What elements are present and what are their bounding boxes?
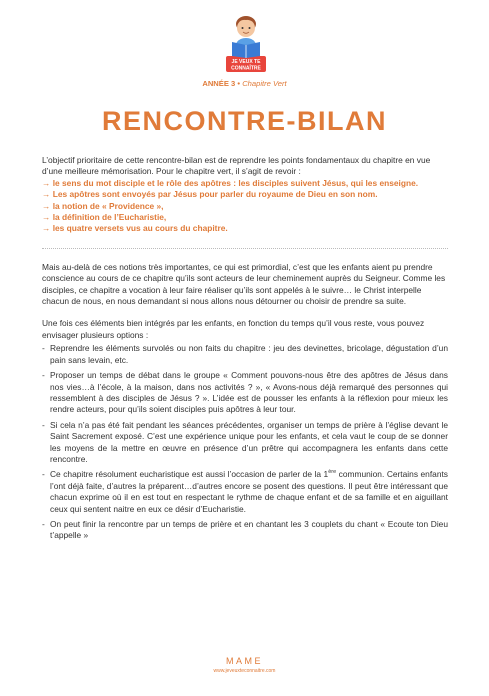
main-content <box>42 155 448 546</box>
page-footer <box>0 656 489 674</box>
logo-face <box>237 19 255 37</box>
importance-paragraph: Mais au-delà de ces notions très importantes, ce qui est primordial, c’est que les enfants aient pu prendre conscience au cours de ce chapitre qu’ils sont acteurs de leur cheminement auprès du Seigneur. Comme les disciples, ce chapitre a vocation à leur faire réaliser qu’ils sont appelés à le suivre… le Christ interpelle chacun de nous, en nous demandant si nous allons nous détourner ou choisir de prendre sa suite. <box>42 261 446 307</box>
website-url: www.jeveuxteconnaitre.com <box>213 668 276 674</box>
review-point: → Les apôtres sont envoyés par Jésus pour parler du royaume de Dieu en son nom. <box>42 189 378 200</box>
page-title: RENCONTRE-BILAN <box>102 106 387 136</box>
review-point: → les quatre versets vus au cours du chapitre. <box>42 223 228 234</box>
year-label: ANNÉE 3 <box>202 79 236 88</box>
logo-banner-line1: JE VEUX TE <box>231 59 261 65</box>
option-item: - Reprendre les éléments survolés ou non faits du chapitre : jeu des devinettes, bricolage, dégustation d’un pain sans levain, etc. <box>42 343 448 366</box>
options-intro-paragraph: Une fois ces éléments bien intégrés par les enfants, en fonction du temps qu’il vous reste, vous pouvez envisager plusieurs options : <box>42 318 425 340</box>
option-item: - Proposer un temps de débat dans le groupe « Comment pouvons-nous être des apôtres de Jésus dans nos vies…à l’école, à la maison, dans nos activités ? », « Avons-nous déjà remarqué des personnes qui ressemblent à des disciples de Jésus ? ». L’idée est de pousser les enfants à la réflexion pour mieux les rendre acteurs, pour qu’ils soient disciples puis apôtres à leur tour. <box>42 370 448 416</box>
ordinal-superscript: ère <box>328 469 337 476</box>
subtitle-bullet: • <box>237 79 241 88</box>
dotted-divider <box>42 248 448 249</box>
child-reading-logo-icon <box>223 8 269 78</box>
review-point: → la notion de « Providence », <box>42 200 164 211</box>
chapter-label: Chapitre Vert <box>242 79 287 88</box>
logo-banner-line2: CONNAÎTRE <box>231 65 261 72</box>
review-point: → la définition de l’Eucharistie, <box>42 212 167 223</box>
options-list <box>42 343 448 542</box>
review-points-list <box>42 178 448 235</box>
publisher-brand: MAME <box>226 656 263 666</box>
review-point: → le sens du mot disciple et le rôle des apôtres : les disciples suivent Jésus, qui les enseigne. <box>42 177 419 188</box>
option-item: - On peut finir la rencontre par un temps de prière et en chantant les 3 couplets du chant « Ecoute ton Dieu t’appelle » <box>42 519 448 542</box>
option-item-communion: - Ce chapitre résolument eucharistique est aussi l’occasion de parler de la 1ère communion. Certains enfants l’ont déjà faite, d’autres la préparent…d’autres encore se posent des questions. Il peut être intéressant que chacun exprime où il en est tout en respectant le rythme de chaque enfant et de sa famille et en aiguillant ceux qui sentent naitre en eux ce désir d’Eucharistie. <box>42 469 448 515</box>
option-item: - Si cela n’a pas été fait pendant les séances précédentes, organiser un temps de prière à l’église devant le Saint Sacrement exposé. C’est une expérience unique pour les enfants, et cela vaut le coup de se donner les moyens de la mettre en œuvre en présence d’un prêtre qui accompagnera les enfants dans cette rencontre. <box>42 420 448 466</box>
intro-paragraph: L’objectif prioritaire de cette rencontre-bilan est de reprendre les points fondamentaux du chapitre en vue d’une meilleure mémorisation. Pour le chapitre vert, il s’agit de revoir : <box>42 155 431 177</box>
chapter-subtitle <box>0 79 489 88</box>
